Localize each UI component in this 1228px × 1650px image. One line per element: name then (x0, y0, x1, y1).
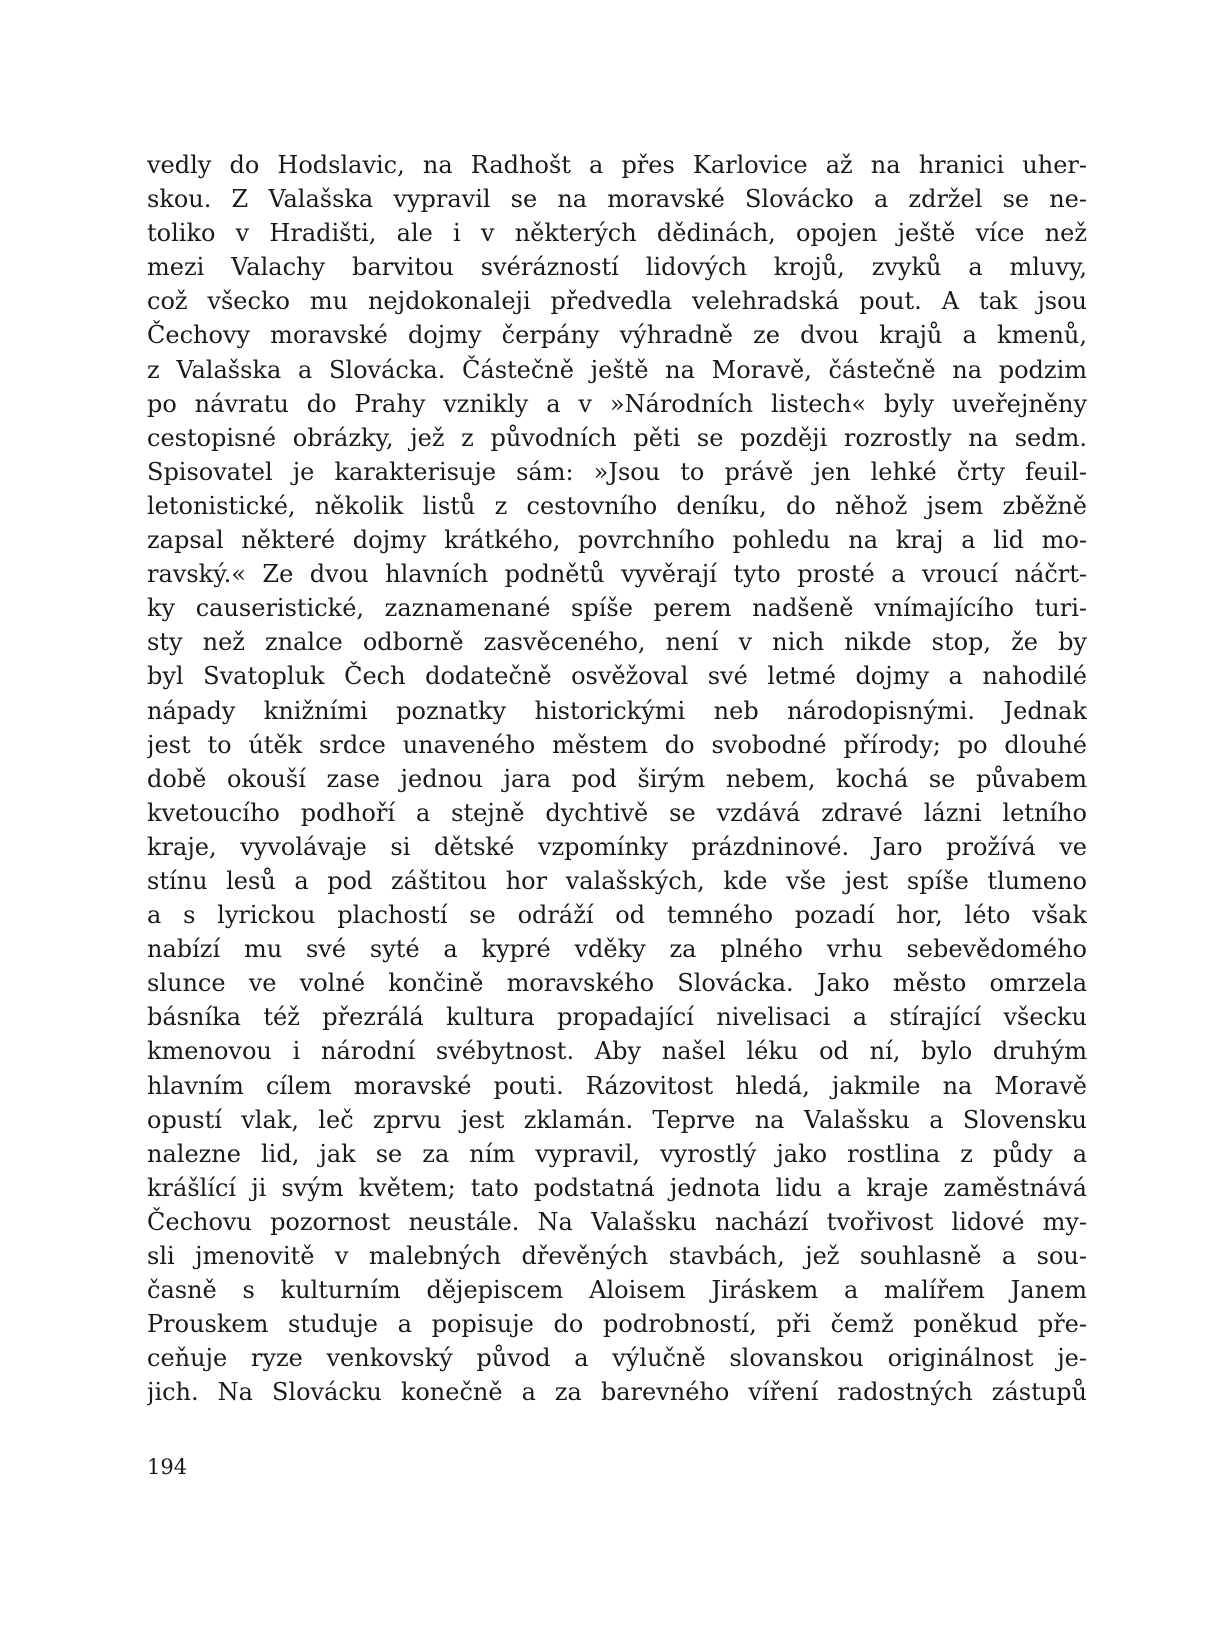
text-line: toliko v Hradišti, ale i v některých dědinách, opojen ještě více než (147, 219, 1087, 248)
text-line: jest to útěk srdce unaveného městem do svobodné přírody; po dlouhé (147, 730, 1087, 759)
text-line: Čechovy moravské dojmy čerpány výhradně ze dvou krajů a kmenů, (147, 321, 1087, 350)
text-line: krášlící ji svým květem; tato podstatná jednota lidu a kraje zaměstnává (147, 1173, 1087, 1202)
text-line: básníka též přezrálá kultura propadající nivelisaci a stírající všecku (147, 1003, 1087, 1032)
text-line: po návratu do Prahy vznikly a v »Národních listech« byly uveřejněny (147, 389, 1087, 418)
text-line: zapsal některé dojmy krátkého, povrchního pohledu na kraj a lid mo- (147, 526, 1087, 555)
text-line: ceňuje ryze venkovský původ a výlučně slovanskou originálnost je- (147, 1344, 1087, 1373)
text-line: skou. Z Valašska vypravil se na moravské Slovácko a zdržel se ne- (147, 185, 1087, 214)
text-line: kraje, vyvolávaje si dětské vzpomínky prázdninové. Jaro prožívá ve (147, 832, 1087, 861)
text-line: jich. Na Slovácku konečně a za barevného víření radostných zástupů (147, 1378, 1087, 1407)
body-text (147, 148, 1087, 1409)
text-line: časně s kulturním dějepiscem Aloisem Jiráskem a malířem Janem (147, 1276, 1087, 1305)
text-line: letonistické, několik listů z cestovního deníku, do něhož jsem zběžně (147, 491, 1087, 520)
text-line: což všecko mu nejdokonaleji předvedla velehradská pout. A tak jsou (147, 287, 1087, 316)
text-line: vedly do Hodslavic, na Radhošt a přes Karlovice až na hranici uher- (147, 151, 1087, 179)
text-line: mezi Valachy barvitou svérázností lidových krojů, zvyků a mluvy, (147, 253, 1087, 282)
page-number: 194 (147, 1455, 188, 1479)
text-line: opustí vlak, leč zprvu jest zklamán. Teprve na Valašsku a Slovensku (147, 1105, 1087, 1134)
text-line: slunce ve volné končině moravského Slovácka. Jako město omrzela (147, 969, 1087, 998)
text-line: době okouší zase jednou jara pod širým nebem, kochá se půvabem (147, 764, 1087, 793)
text-line: Prouskem studuje a popisuje do podrobností, při čemž poněkud pře- (147, 1310, 1087, 1339)
text-line: ravský.« Ze dvou hlavních podnětů vyvěrají tyto prosté a vroucí náčrt- (147, 560, 1087, 589)
text-line: kvetoucího podhoří a stejně dychtivě se vzdává zdravé lázni letního (147, 798, 1087, 827)
text-line: nabízí mu své syté a kypré vděky za plného vrhu sebevědomého (147, 935, 1087, 964)
text-line: Čechovu pozornost neustále. Na Valašsku nachází tvořivost lidové my- (147, 1207, 1087, 1236)
text-line: hlavním cílem moravské pouti. Rázovitost hledá, jakmile na Moravě (147, 1071, 1087, 1100)
text-line: stínu lesů a pod záštitou hor valašských, kde vše jest spíše tlumeno (147, 866, 1087, 895)
text-line: Spisovatel je karakterisuje sám: »Jsou to právě jen lehké črty feuil- (147, 457, 1087, 486)
text-line: nalezne lid, jak se za ním vypravil, vyrostlý jako rostlina z půdy a (147, 1139, 1087, 1168)
text-line: a s lyrickou plachostí se odráží od temného pozadí hor, léto však (147, 901, 1087, 930)
text-line: nápady knižními poznatky historickými neb národopisnými. Jednak (147, 696, 1087, 725)
text-line: byl Svatopluk Čech dodatečně osvěžoval své letmé dojmy a nahodilé (147, 662, 1087, 691)
text-line: sty než znalce odborně zasvěceného, není v nich nikde stop, že by (147, 628, 1087, 657)
text-line: ky causeristické, zaznamenané spíše perem nadšeně vnímajícího turi- (147, 594, 1087, 623)
text-line: z Valašska a Slovácka. Částečně ještě na Moravě, částečně na podzim (147, 355, 1087, 384)
text-line: cestopisné obrázky, jež z původních pěti se později rozrostly na sedm. (147, 423, 1087, 452)
text-line: kmenovou i národní svébytnost. Aby našel léku od ní, bylo druhým (147, 1037, 1087, 1066)
text-line: sli jmenovitě v malebných dřevěných stavbách, jež souhlasně a sou- (147, 1242, 1087, 1270)
